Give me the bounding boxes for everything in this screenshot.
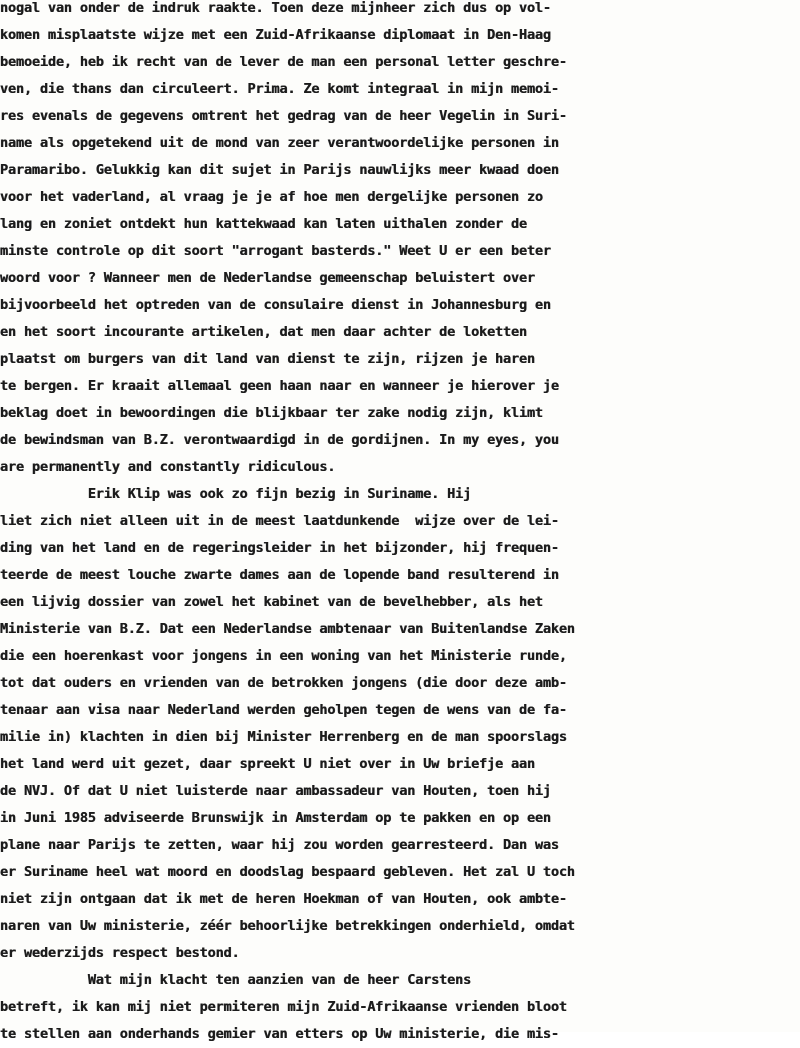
text-line: te stellen aan onderhands gemier van etters op Uw ministerie, die mis- (0, 1026, 559, 1042)
text-line: Paramaribo. Gelukkig kan dit sujet in Parijs nauwlijks meer kwaad doen (0, 162, 559, 178)
text-line: tot dat ouders en vrienden van de betrokken jongens (die door deze amb- (0, 675, 567, 691)
text-line: het land werd uit gezet, daar spreekt U niet over in Uw briefje aan (0, 756, 535, 772)
text-line: are permanently and constantly ridiculous. (0, 459, 336, 475)
text-line: name als opgetekend uit de mond van zeer verantwoordelijke personen in (0, 135, 559, 151)
text-line: de NVJ. Of dat U niet luisterde naar ambassadeur van Houten, toen hij (0, 783, 551, 799)
text-line: niet zijn ontgaan dat ik met de heren Hoekman of van Houten, ook ambte- (0, 891, 567, 907)
text-line: teerde de meest louche zwarte dames aan de lopende band resulterend in (0, 567, 559, 583)
text-line: er wederzijds respect bestond. (0, 945, 240, 961)
text-line: woord voor ? Wanneer men de Nederlandse gemeenschap beluistert over (0, 270, 535, 286)
text-line: tenaar aan visa naar Nederland werden geholpen tegen de wens van de fa- (0, 702, 567, 718)
text-line: de bewindsman van B.Z. verontwaardigd in de gordijnen. In my eyes, you (0, 432, 559, 448)
text-line: te bergen. Er kraait allemaal geen haan naar en wanneer je hierover je (0, 378, 559, 394)
text-line: res evenals de gegevens omtrent het gedrag van de heer Vegelin in Suri- (0, 108, 567, 124)
text-line: voor het vaderland, al vraag je je af hoe men dergelijke personen zo (0, 189, 543, 205)
text-line: plane naar Parijs te zetten, waar hij zou worden gearresteerd. Dan was (0, 837, 559, 853)
text-line: plaatst om burgers van dit land van dienst te zijn, rijzen je haren (0, 351, 535, 367)
text-line: er Suriname heel wat moord en doodslag bespaard gebleven. Het zal U toch (0, 864, 575, 880)
text-line: Wat mijn klacht ten aanzien van de heer Carstens (0, 972, 472, 988)
text-line: komen misplaatste wijze met een Zuid-Afrikaanse diplomaat in Den-Haag (0, 27, 551, 43)
text-line: ding van het land en de regeringsleider in het bijzonder, hij frequen- (0, 540, 559, 556)
text-line: Ministerie van B.Z. Dat een Nederlandse ambtenaar van Buitenlandse Zaken (0, 621, 575, 637)
text-line: bemoeide, heb ik recht van de lever de man een personal letter geschre- (0, 54, 567, 70)
text-line: liet zich niet alleen uit in de meest laatdunkende wijze over de lei- (0, 513, 559, 529)
text-line: een lijvig dossier van zowel het kabinet van de bevelhebber, als het (0, 594, 543, 610)
text-line: lang en zoniet ontdekt hun kattekwaad kan laten uithalen zonder de (0, 216, 527, 232)
text-line: Erik Klip was ook zo fijn bezig in Suriname. Hij (0, 486, 472, 502)
text-line: milie in) klachten in dien bij Minister Herrenberg en de man spoorslags (0, 729, 567, 745)
text-line: minste controle op dit soort "arrogant basterds." Weet U er een beter (0, 243, 551, 259)
text-line: ven, die thans dan circuleert. Prima. Ze komt integraal in mijn memoi- (0, 81, 559, 97)
text-line: bijvoorbeeld het optreden van de consulaire dienst in Johannesburg en (0, 297, 551, 313)
text-line: nogal van onder de indruk raakte. Toen deze mijnheer zich dus op vol- (0, 0, 551, 16)
text-line: naren van Uw ministerie, zéér behoorlijke betrekkingen onderhield, omdat (0, 918, 575, 934)
text-line: beklag doet in bewoordingen die blijkbaar ter zake nodig zijn, klimt (0, 405, 543, 421)
text-line: in Juni 1985 adviseerde Brunswijk in Amsterdam op te pakken en op een (0, 810, 551, 826)
text-line: die een hoerenkast voor jongens in een woning van het Ministerie runde, (0, 648, 567, 664)
text-line: betreft, ik kan mij niet permiteren mijn Zuid-Afrikaanse vrienden bloot (0, 999, 567, 1015)
text-line: en het soort incourante artikelen, dat men daar achter de loketten (0, 324, 527, 340)
